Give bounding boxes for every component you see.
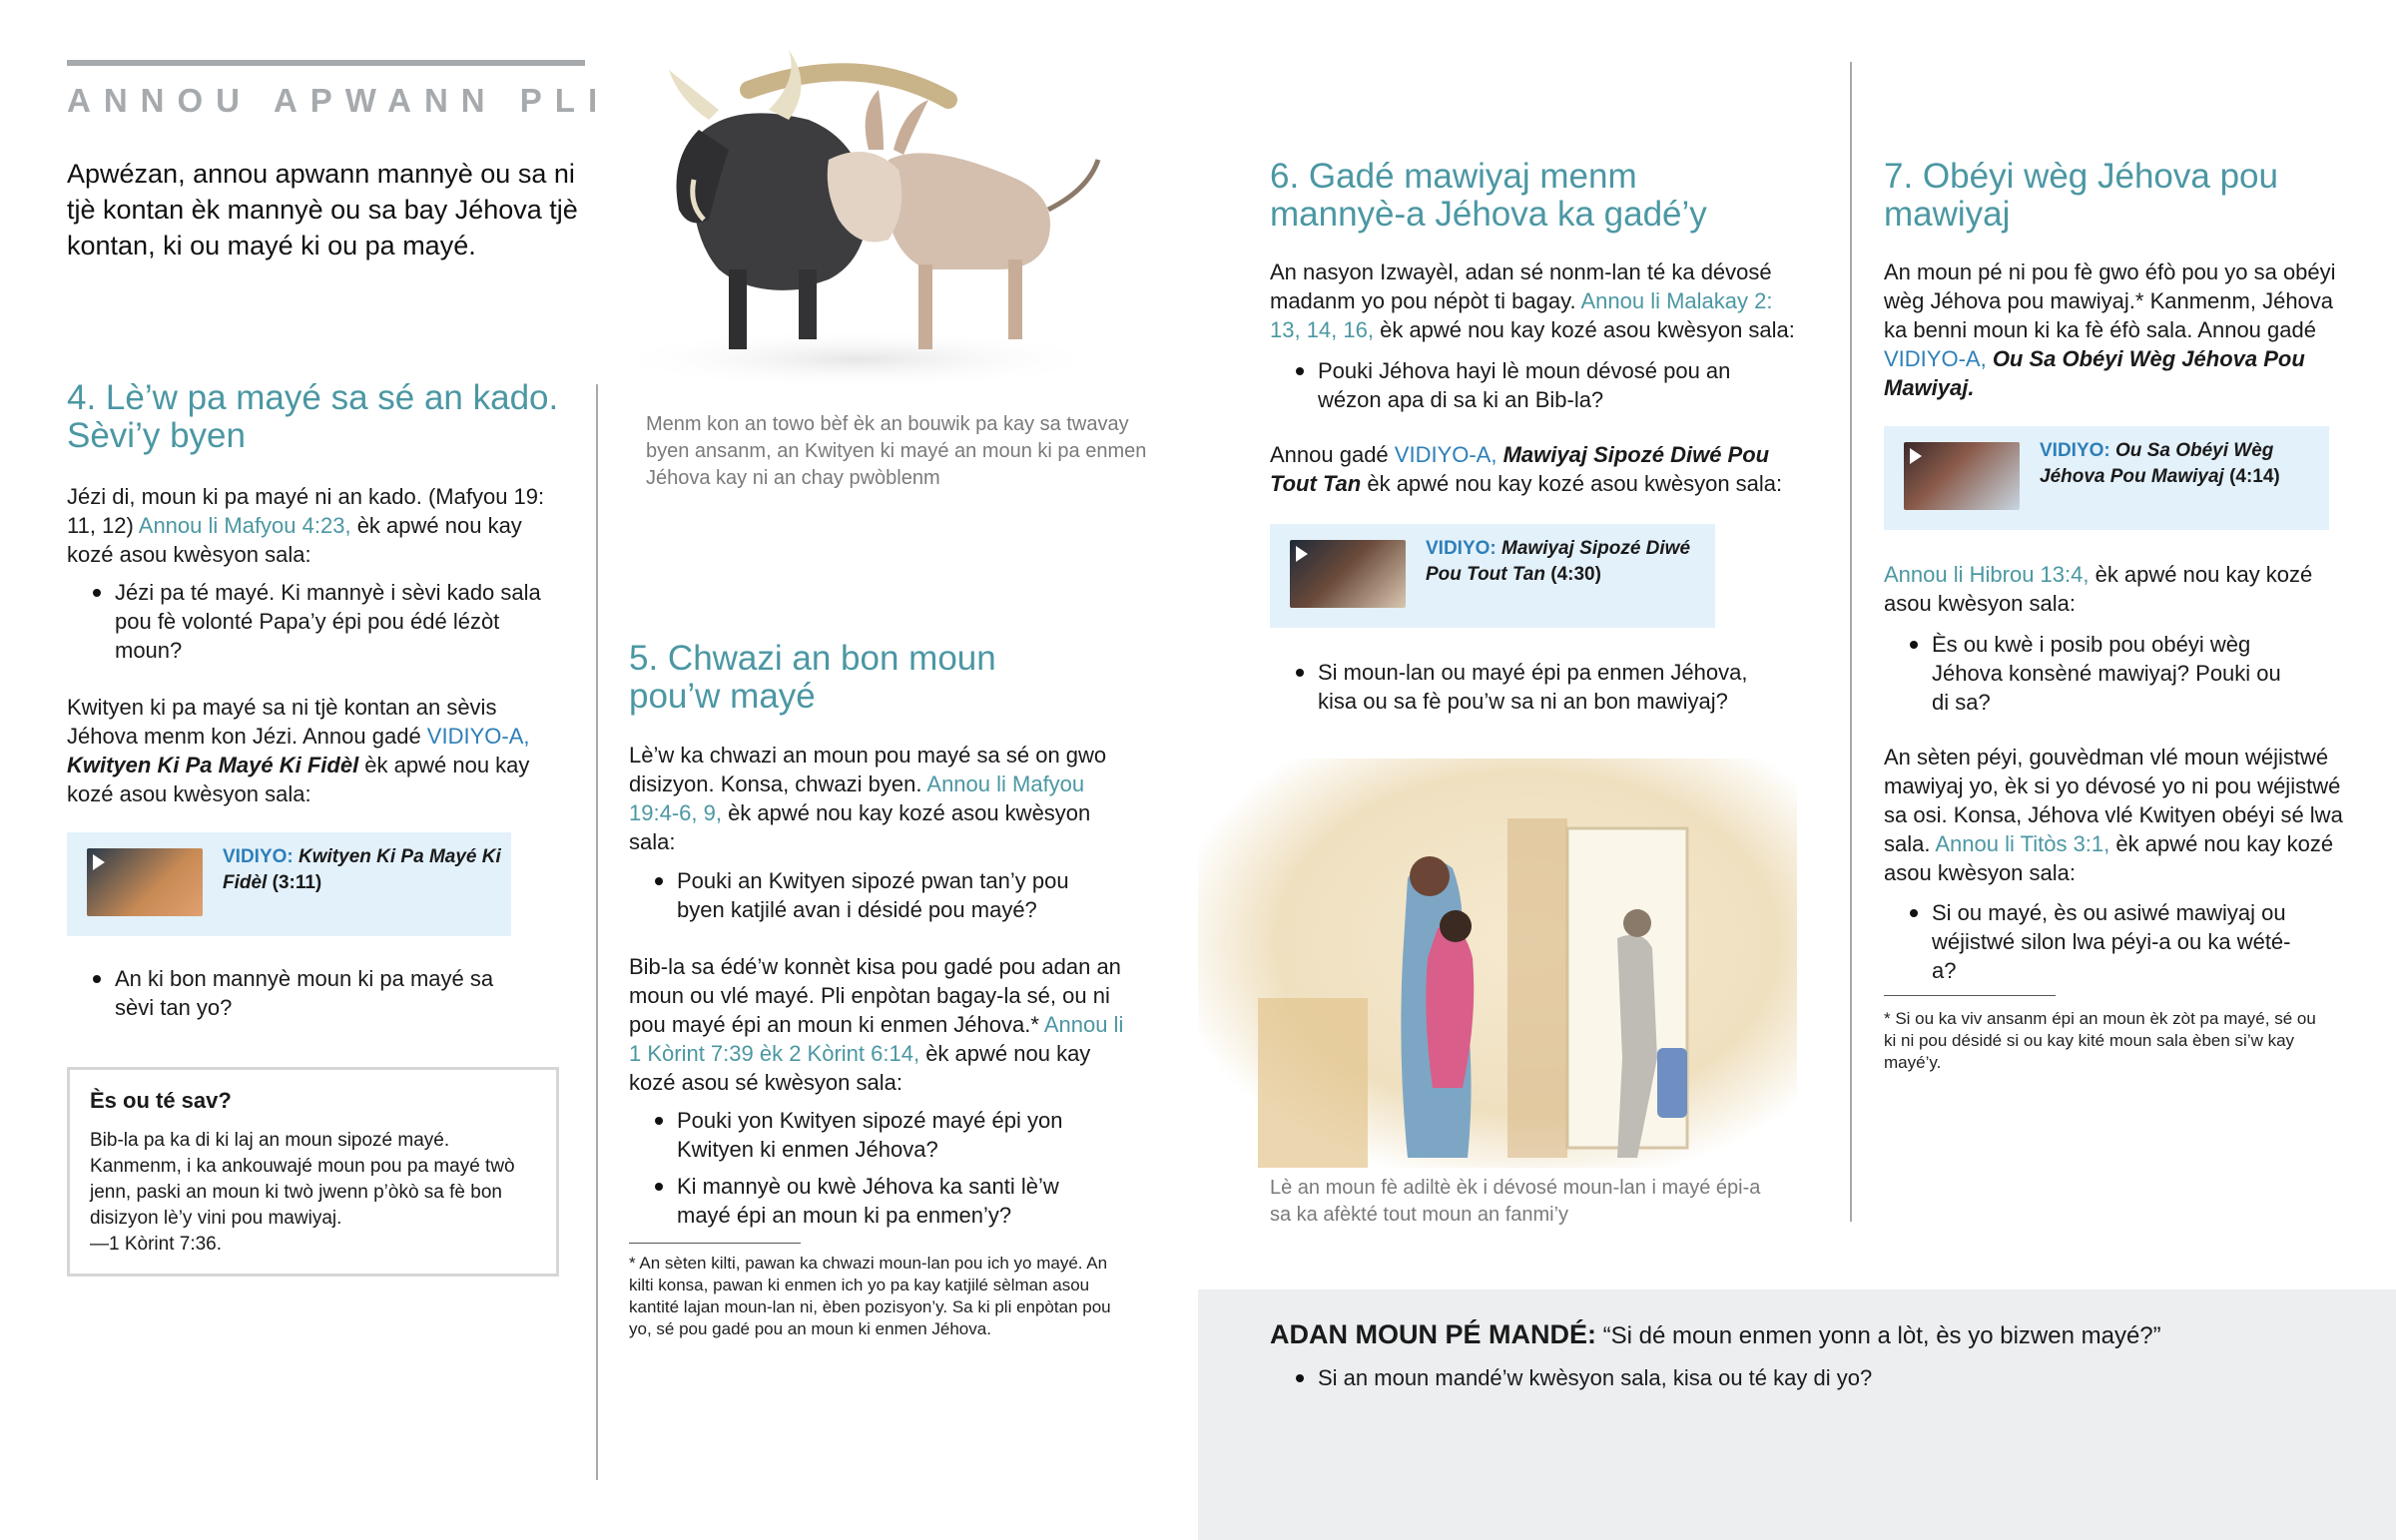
did-you-know-box <box>67 1067 559 1277</box>
question: Pouki Jéhova hayi lè moun dévosé pou an wézon apa di sa ki an Bib-la? <box>1270 356 1769 414</box>
scripture-link[interactable]: Annou li Malakay 2: 13, 14, 16, <box>1270 288 1773 342</box>
video-label: VIDIYO: Ou Sa Obéyi Wèg Jéhova Pou Mawiyaj (4:14) <box>2040 440 2280 487</box>
section-4-paragraph-1: Jézi di, moun ki pa mayé ni an kado. (Mafyou 19: 11, 12) Annou li Mafyou 4:23, èk apwé nou kay kozé asou kwèsyon sala: <box>67 484 545 567</box>
section-7-title: 7. Obéyi wèg Jéhova pou mawiyaj <box>1884 157 2278 234</box>
question: An ki bon mannyè moun ki pa mayé sa sèvi tan yo? <box>67 964 536 1022</box>
box-text: Bib-la pa ka di ki laj an moun sipozé mayé. Kanmenm, i ka ankouwajé moun pou pa mayé twò jenn, paski an moun ki twò jwenn p’òkò sa fè bon disizyon lè’y vini pou mawiyaj. —1 Kòrint 7:36. <box>90 1130 515 1255</box>
scripture-link[interactable]: Annou li Titòs 3:1, <box>1935 831 2110 856</box>
section-6-paragraph-1: An nasyon Izwayèl, adan sé nonm-lan té ka dévosé madanm yo pou népòt ti bagay. Annou li Malakay 2: 13, 14, 16, èk apwé nou kay kozé asou kwèsyon sala: <box>1270 259 1795 342</box>
video-thumbnail[interactable] <box>1904 442 2020 510</box>
section-6-questions-2 <box>1270 658 1789 724</box>
box-title: Ès ou té sav? <box>90 1088 232 1113</box>
video-link[interactable]: VIDIYO-A, <box>1884 346 1987 371</box>
footnote-rule <box>1884 995 2056 996</box>
scripture-link[interactable]: Annou li Mafyou 4:23, <box>138 513 351 538</box>
video-thumbnail[interactable] <box>1290 540 1406 608</box>
question: Si an moun mandé’w kwèsyon sala, kisa ou té kay di yo? <box>1270 1363 2168 1392</box>
kicker: ANNOU APWANN PLI <box>67 82 611 119</box>
section-4-questions-1 <box>67 578 546 673</box>
section-5-title: 5. Chwazi an bon moun pou’w mayé <box>629 639 996 716</box>
people-may-ask-text: ADAN MOUN PÉ MANDÉ: “Si dé moun enmen yonn a lòt, ès yo bizwen mayé?” <box>1270 1319 2161 1349</box>
video-label: VIDIYO: Kwityen Ki Pa Mayé Ki Fidèl (3:11) <box>223 846 501 893</box>
question: Si moun-lan ou mayé épi pa enmen Jéhova, kisa ou sa fè pou’w sa ni an bon mawiyaj? <box>1270 658 1789 716</box>
scripture-link[interactable]: Annou li Hibrou 13:4, <box>1884 562 2090 587</box>
section-7-questions-1 <box>1884 630 2303 725</box>
section-7-paragraph-1: An moun pé ni pou fè gwo éfò pou yo sa obéyi wèg Jéhova pou mawiyaj.* Kanmenm, Jéhova ka benni moun ki ka fè éfò sala. Annou gadé VIDIYO-A, Ou Sa Obéyi Wèg Jéhova Pou Mawiyaj. <box>1884 259 2336 400</box>
question: Ki mannyè ou kwè Jéhova ka santi lè’w mayé épi an moun ki pa enmen’y? <box>629 1172 1108 1230</box>
footnote-rule <box>629 1243 801 1244</box>
question: Pouki an Kwityen sipozé pwan tan’y pou byen katjilé avan i désidé pou mayé? <box>629 866 1108 924</box>
scripture-link[interactable]: Annou li 1 Kòrint 7:39 èk 2 Kòrint 6:14, <box>629 1012 1124 1066</box>
video-box-obey-marriage-laws[interactable] <box>1884 426 2329 530</box>
video-label: VIDIYO: Mawiyaj Sipozé Diwé Pou Tout Tan (4:30) <box>1426 538 1691 585</box>
play-icon <box>1296 546 1308 562</box>
section-5-paragraph-1: Lè’w ka chwazi an moun pou mayé sa sé on gwo disizyon. Konsa, chwazi byen. Annou li Mafyou 19:4-6, 9, èk apwé nou kay kozé asou kwèsyon sala: <box>629 743 1107 854</box>
scripture-link[interactable]: Annou li Mafyou 19:4-6, 9, <box>629 771 1085 825</box>
family-divorce-illustration <box>1198 759 1797 1168</box>
question: Ès ou kwè i posib pou obéyi wèg Jéhova konsèné mawiyaj? Pouki ou di sa? <box>1884 630 2303 717</box>
column-divider <box>1850 62 1852 1222</box>
section-7-paragraph-2: Annou li Hibrou 13:4, èk apwé nou kay kozé asou kwèsyon sala: <box>1884 562 2313 616</box>
question: Si ou mayé, ès ou asiwé mawiyaj ou wéjistwé silon lwa péyi-a ou ka wété-a? <box>1884 898 2303 985</box>
section-7-questions-2 <box>1884 898 2303 993</box>
section-5-questions-2 <box>629 1106 1108 1238</box>
section-6-questions-1 <box>1270 356 1769 422</box>
section-6-title: 6. Gadé mawiyaj menm mannyè-a Jéhova ka gadé’y <box>1270 157 1707 234</box>
section-5-footnote: * An sèten kilti, pawan ka chwazi moun-lan pou ich yo mayé. An kilti konsa, pawan ki enmen ich yo pa kay katjilé sèlman asou kantité lajan moun-lan ni, èben pozisyon’y. Sa ki pli enpòtan pou yo, sé pou gadé pou an moun ki enmen Jéhova. <box>629 1254 1111 1338</box>
video-box-single-christians[interactable] <box>67 832 511 936</box>
video-link[interactable]: VIDIYO-A, <box>426 724 530 749</box>
image-caption-family: Lè an moun fè adiltè èk i dévosé moun-lan i mayé épi-a sa ka afèkté tout moun an fanmi’y <box>1270 1177 1761 1226</box>
section-4-title: 4. Lè’w pa mayé sa sé an kado. Sèvi’y byen <box>67 378 559 455</box>
image-caption-oxen: Menm kon an towo bèf èk an bouwik pa kay sa twavay byen ansanm, an Kwityen ki mayé an moun ki pa enmen Jéhova kay ni an chay pwòblenm <box>646 413 1147 489</box>
section-5-paragraph-2: Bib-la sa édé’w konnèt kisa pou gadé pou adan an moun ou vlé mayé. Pli enpòtan bagay-la sé, ou ni pou mayé épi an moun ki enmen Jéhova.* Annou li 1 Kòrint 7:39 èk 2 Kòrint 6:14, èk apwé nou kay kozé asou sé kwèsyon sala: <box>629 954 1124 1095</box>
play-icon <box>93 854 105 870</box>
people-may-ask-question <box>1270 1363 2168 1400</box>
question: Pouki yon Kwityen sipozé mayé épi yon Kwityen ki enmen Jéhova? <box>629 1106 1108 1164</box>
video-thumbnail[interactable] <box>87 848 203 916</box>
section-6-paragraph-2: Annou gadé VIDIYO-A, Mawiyaj Sipozé Diwé Pou Tout Tan èk apwé nou kay kozé asou kwèsyon sala: <box>1270 442 1783 496</box>
section-7-paragraph-3: An sèten péyi, gouvèdman vlé moun wéjistwé mawiyaj yo, èk si yo dévosé yo ni pou wéjistwé sa osi. Konsa, Jéhova vlé Kwityen obéyi sé lwa sala. Annou li Titòs 3:1, èk apwé nou kay kozé asou kwèsyon sala: <box>1884 745 2343 885</box>
section-5-questions-1 <box>629 866 1108 932</box>
section-4-questions-2 <box>67 964 536 1030</box>
section-7-footnote: * Si ou ka viv ansanm épi an moun èk zòt pa mayé, sé ou ki ni pou désidé si ou kay kité moun sala èben si’w kay mayé’y. <box>1884 1009 2316 1072</box>
header-rule <box>67 60 585 66</box>
question: Jézi pa té mayé. Ki mannyè i sèvi kado sala pou fè volonté Papa’y épi pou édé lézòt moun? <box>67 578 546 665</box>
ox-and-donkey-illustration <box>599 30 1118 389</box>
video-box-marriage-forever[interactable] <box>1270 524 1715 628</box>
intro: Apwézan, annou apwann mannyè ou sa ni tjè kontan èk mannyè ou sa bay Jéhova tjè kontan, ki ou mayé ki ou pa mayé. <box>67 159 578 260</box>
video-link[interactable]: VIDIYO-A, <box>1394 442 1498 467</box>
column-divider <box>596 384 598 1480</box>
section-4-paragraph-2: Kwityen ki pa mayé sa ni tjè kontan an sèvis Jéhova menm kon Jézi. Annou gadé VIDIYO-A, Kwityen Ki Pa Mayé Ki Fidèl èk apwé nou kay kozé asou kwèsyon sala: <box>67 695 530 806</box>
play-icon <box>1910 448 1922 464</box>
